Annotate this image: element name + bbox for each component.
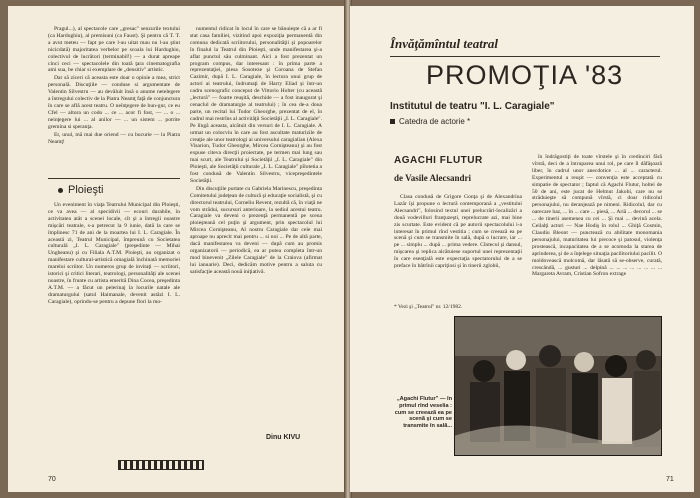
right-page (350, 6, 694, 492)
paragraph: Pragul...), al spectacole care „gresac" senzurile textului (ca Hardughiu), al premisuni (ca Faust). Şi pentru că T. T. a avut meteu — fapt pe care l-au uitat mau nu l-au ştiut nicicdată) majoritatea verbelor pe scoala lui Hardughiu, colectivul de lucrători (terminabil!) — a durat apreape cinci ceci — spectacolele din toată ţara cinematografia ami sua, be chiar si exemplare de „densitiv" artistic. (48, 26, 180, 74)
photo-frame (454, 316, 662, 456)
page-number: 70 (48, 476, 56, 483)
footnote: * Vezi şi „Teatrul" nr. 12/1982. (394, 304, 463, 310)
page-title: PROMOŢIA '83 (426, 60, 624, 90)
section-heading (58, 184, 103, 196)
department-heading (390, 117, 470, 126)
bullet-icon (58, 188, 63, 193)
left-column-b (190, 26, 322, 426)
article-title: AGACHI FLUTUR (394, 155, 483, 166)
article-byline: de Vasile Alecsandri (394, 173, 472, 183)
paragraph: numentul ridicat în locul în care se bănuieşte că a ar fi stat casa familiei, vizitind apoi expoziţia permanentă din comuna dedicată scriitorului, personalităţii şi popoarelor în finalul la Teatrul din Ploieşti, unde manifestarea şi-a aflat punctul său culminant. Aici a fost prezentat un program compus, dar interesant : în prima parte a reprezentaţiei, piesa Sosoteze şi Coroana de Stefan Cazimir, după I. L. Caragiale, în lectura unui grup de actori ai teatrului, îndrumaţi de Harry Eliad şi într-un cadru scenografic conceput de Vittorio Holter (cu această „lectură" — foarte reuşită, deschide — a fost inaugurat şi cenaclul de dramaturgie al teatrului) ; în cea de-a doua parte, un recital lui Tudor Gheorghe, prezentat de el, în cadrul mai restrîns al activităţii Societăţii „I. L. Caragiale". Pe lîngă aceasta, alcătuit din versuri de I. L. Caragiale. A urmat un colocviu în care au fost ascultate maturizile de creaţie ale unor teatrologi ai universului caragialian (Alexa Visarion, Tudor Gheorghe, Mircea Cornişteanu) şi au fost expuse citeva direcţii proiectate, pe termen mai lung sau mai scurt, ale Teatrului şi Societăţii „I. L. Caragiale" din Ploieşti, ale Societăţii culturale „I. L. Caragiale" pîlotetia a fost condusă de Valentin Silvestru, vicepreşedintele Societăţii. (190, 26, 322, 184)
paragraph: Clasa condusă de Grigore Gonţa şi de Alexandrina Lazăr îşi propune o lectură contemporană a „vestitului Alecsandri", folosind textul unei prelucrări-localizări a două vodevilluri franţuzeşti, reprelucrate azi, mai bine zis scurtate. Este evident că pe autorii spectacolului i-a interesat în primul rînd vestitia ; cum se creează ea pe scenă şi cum se transmite în sală, după o lucrare, iar ... pe ... simplu ... după ... prima vedere. Cîntecul şi dansul, mişcarea şi replica alcătuiese suportul unei reprezentaţii în care esenţială este expectaţia spectatorului de a se preface în bătrînii capriţiosi şi în tinerii zglobii, (394, 194, 522, 270)
department-label: Catedra de actorie * (399, 117, 471, 126)
right-column-b (532, 154, 662, 312)
left-column-a-bottom (48, 202, 180, 442)
divider (390, 56, 660, 57)
photo-caption: „Agachi Flutur" — în primul rînd veselia : cum se creează ea pe scenă şi cum se transmite în sală... (394, 396, 452, 430)
paragraph: în îndrăgostiţi de toate vîrstele şi în credinciri fără vîrstă, deci de a întruparea unui rol, pe care îl dăfăşoară liber, în cadrul unor anecdotice ... al ... caracterul. Experimentul a reuşit — convenţia este acceptată cu simpatie de spectator ; faptul că Agachi Flutur, holtei de 50 de ani, este jucat de Helmut Jakobi, care nu se străduieşte să compună vîrstă, ci doar ridicolul personajului, nu deranjează pe nimeni. Ridicolul, dar cu oarecare haz, ... în ... care ... piesă, ... Ariă ... decorul ... se ... de tinerii asemenea cu cei ... Şi mai ... devină acela. Ceilalţi actori — Nae Hodiş în rolul ... Ghiţă Cosmin, Claudiu Bleont — punctează cu abilitate monomania personajului, maturitatea lui precoce şi patosul, violenţa prostească, incapacitatea de a se acomoda la starea de aprinderea, şi de a înţelege situaţia pacilitoriului pacilit. O moldovească molcomă, dar lăsată să se-observe, curată, crescândă, ... gusturi ... delpină ... ... ... ... ... ... ... ... Margareta Avram, Cristian Sofron extrage (532, 154, 662, 278)
paragraph: Et, unul, mă mai due oriend — cu bucurie — la Piatra Neamţ! (48, 131, 180, 145)
left-page (8, 6, 346, 492)
section-heading-label: Ploieşti (68, 184, 104, 196)
section-kicker: Învăţămîntul teatral (390, 36, 498, 51)
institute-heading: Institutul de teatru "I. L. Caragiale" (390, 101, 555, 112)
square-bullet-icon (390, 119, 395, 124)
paragraph: Un eveniment în viaţa Teatrului Municipal din Ploieşti, ce va avea — al specidivii — ecouri durabile, în activitatea atât a scenei locale, cît şi a întregii noastre mişcări teatrale, s-a petrecut la 9 iunie, dată la care se împlinesc 71 de ani de la moartea lui I. L. Caragiale. În această zi, Teatrul Municipal, împreună cu Societatea culturală „I. L. Caragiale" (preşedinte — Mihai Ungheanu) şi cu Filiala A.T.M. Ploieşti, au organizat o manifestare cultural-artistică omagială închinată memoriei marelui scriitor. Un numeros grup de invitaţi — scriitori, istorici şi critici literari, teatrologi, personalităţi ale scenei noastre, în frunte cu artista emerită Dina Cocea, preşedinta A.T.M. — a făcut un pelerinaj la locurile natale ale dramaturgului (satul Haimanale, devenit astăzi I. L. Caragiale), oprindu-se pentru a depune flori la mo- (48, 202, 180, 305)
left-column-a-top (48, 26, 180, 176)
decorative-ornament (118, 460, 204, 470)
paragraph: Dar să ziceri că aceasta este doar o opinie a mea, strict personală. Discuţiile — conduse si argumentate de Valentin Silvestru — au devăluit însă o anume netelegere a întregului colectiv de la Piatra Neamţ faţă de conjunctura în care se află acest teatru. O neînţegere de bun-gur, ce eu Cfel — altora un codo ... ce ... acor fi fost, — ... o ... neinţegere lui ... al anilor — ... un sistem ... potrite gremina si speranţa. (48, 75, 180, 130)
author-signature: Dinu KIVU (266, 434, 301, 441)
divider (48, 178, 180, 179)
paragraph: Din discuţiile purtate cu Gabriela Marinescu, preşedinta Comitetului judeţean de cultură şi educaţie socialistă, şi cu directorul teatrului, Corneliu Revent, rezultă că, în viaţă ne vom strădui, sucursuri anterioare, la sediul acestui teatru. Caragiale va deveni o prezenţă permanentă pe scena ploieşteană cel puţin şi argument, prin spectacolul lui Mircea Cornişteanu, Al nostru Caragiale dar cele mai aproape nu aprecit mai pentru ... si noi ... Pe de altă parte, dacă manifestarea va deveni — după cum au promis organizatorii — periodică, ea ar putea completa într-un mod binevenit „Zilele Caragiale" de la Craiova (afirmat lui ianuarie). Deci, dedicăm motive pentru a saluta cu satisfacţie această nouă iniţiativă. (190, 185, 322, 275)
right-column-a (394, 194, 522, 300)
page-number: 71 (666, 476, 674, 483)
